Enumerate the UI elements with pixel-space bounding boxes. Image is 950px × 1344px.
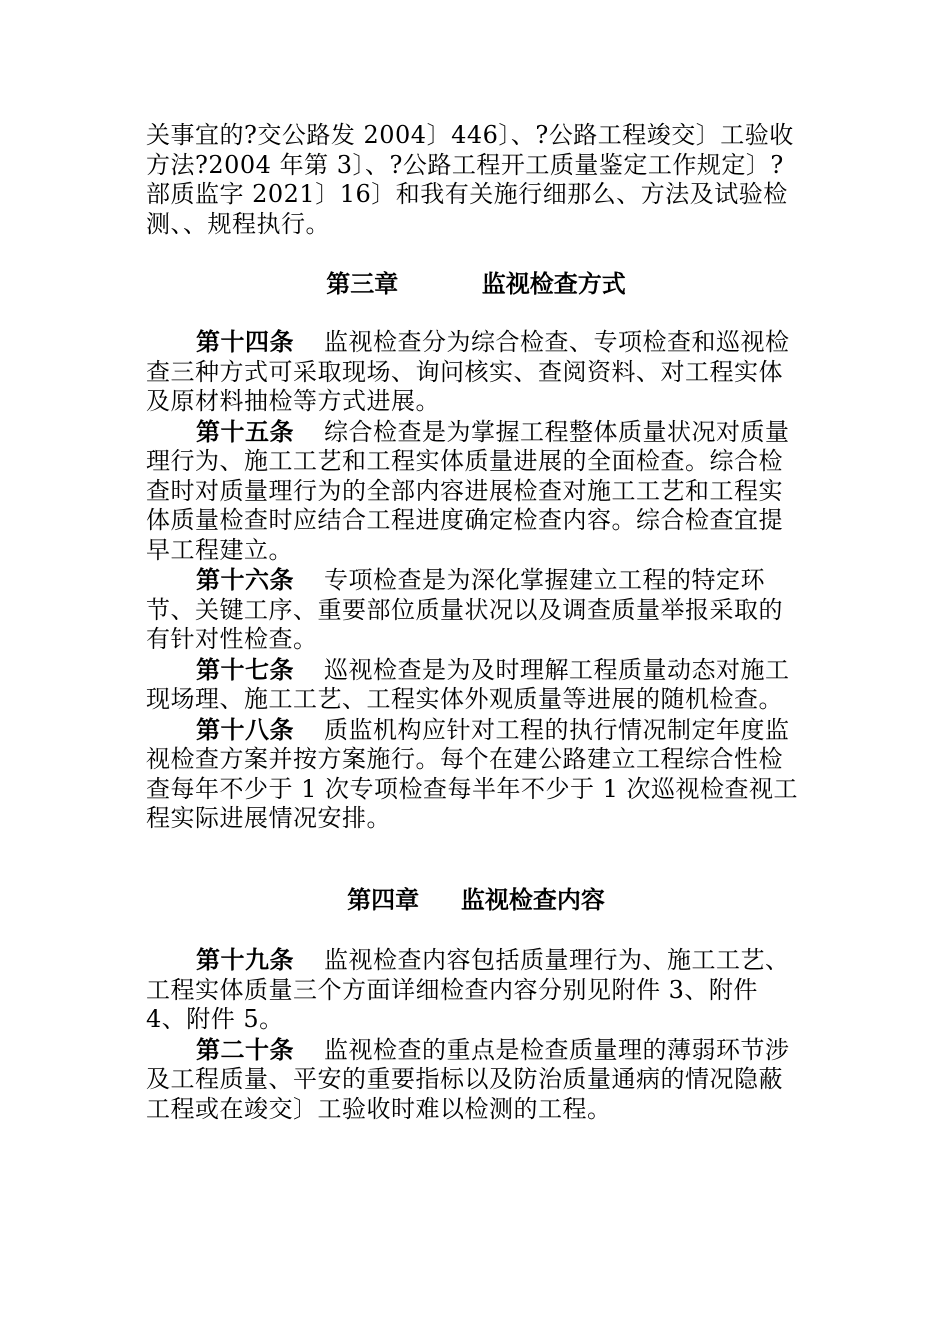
article-20-text: 监视检查的重点是检查质量理的薄弱环节涉及工程质量、平安的重要指标以及防治质量通病的情况隐蔽工程或在竣交〕工验收时难以检测的工程。 <box>146 1035 790 1123</box>
article-16-label: 第十六条 <box>196 565 294 594</box>
article-14 <box>146 327 806 417</box>
article-19-text: 监视检查内容包括质量理行为、施工工艺、工程实体质量三个方面详细检查内容分别见附件 3、附件 4、附件 5。 <box>146 946 790 1033</box>
article-17 <box>146 655 806 715</box>
chapter-3-title: 监视检查方式 <box>481 269 626 298</box>
article-19-label: 第十九条 <box>196 945 294 974</box>
article-17-label: 第十七条 <box>196 654 294 684</box>
chapter-4-number: 第四章 <box>347 885 420 914</box>
article-18 <box>146 715 806 834</box>
article-15-text: 综合检查是为掌握工程整体质量状况对质量理行为、施工工艺和工程实体质量进展的全面检查。综合检查时对质量理行为的全部内容进展检查对施工工艺和工程实体质量检查时应结合工程进度确定检查内容。综合检查宜提早工程建立。 <box>146 417 790 564</box>
article-18-text: 质监机构应针对工程的执行情况制定年度监视检查方案并按方案施行。每个在建公路建立工程综合性检查每年不少于 1 次专项检查每半年不少于 1 次巡视检查视工程实际进展情况安排。 <box>146 715 799 832</box>
article-16-text: 专项检查是为深化掌握建立工程的特定环节、关键工序、重要部位质量状况以及调查质量举报采取的有针对性检查。 <box>146 566 783 653</box>
intro-text: 关事宜的?交公路发 2004〕446〕、?公路工程竣交〕工验收方法?2004 年第 3〕、?公路工程开工质量鉴定工作规定〕?部质监字 2021〕16〕和我有关施行细那么、方法及试验检测、、规程执行。 <box>146 121 794 238</box>
article-16 <box>146 565 806 655</box>
chapter-4-body <box>146 945 806 1124</box>
article-20 <box>146 1035 806 1125</box>
chapter-3-heading <box>146 269 806 299</box>
article-15-label: 第十五条 <box>196 416 294 446</box>
article-14-text: 监视检查分为综合检查、专项检查和巡视检查三种方式可采取现场、询问核实、查阅资料、对工程实体及原材料抽检等方式进展。 <box>146 328 790 415</box>
chapter-4-title: 监视检查内容 <box>460 885 605 914</box>
article-14-label: 第十四条 <box>196 327 294 356</box>
article-15 <box>146 417 806 566</box>
article-19 <box>146 945 806 1035</box>
intro-paragraph <box>146 121 806 239</box>
chapter-3-number: 第三章 <box>326 269 399 298</box>
article-18-label: 第十八条 <box>196 714 294 744</box>
article-17-text: 巡视检查是为及时理解工程质量动态对施工现场理、施工工艺、工程实体外观质量等进展的随机检查。 <box>146 655 790 713</box>
chapter-3-body <box>146 327 806 834</box>
article-20-label: 第二十条 <box>196 1034 294 1064</box>
chapter-4-heading <box>146 885 806 915</box>
